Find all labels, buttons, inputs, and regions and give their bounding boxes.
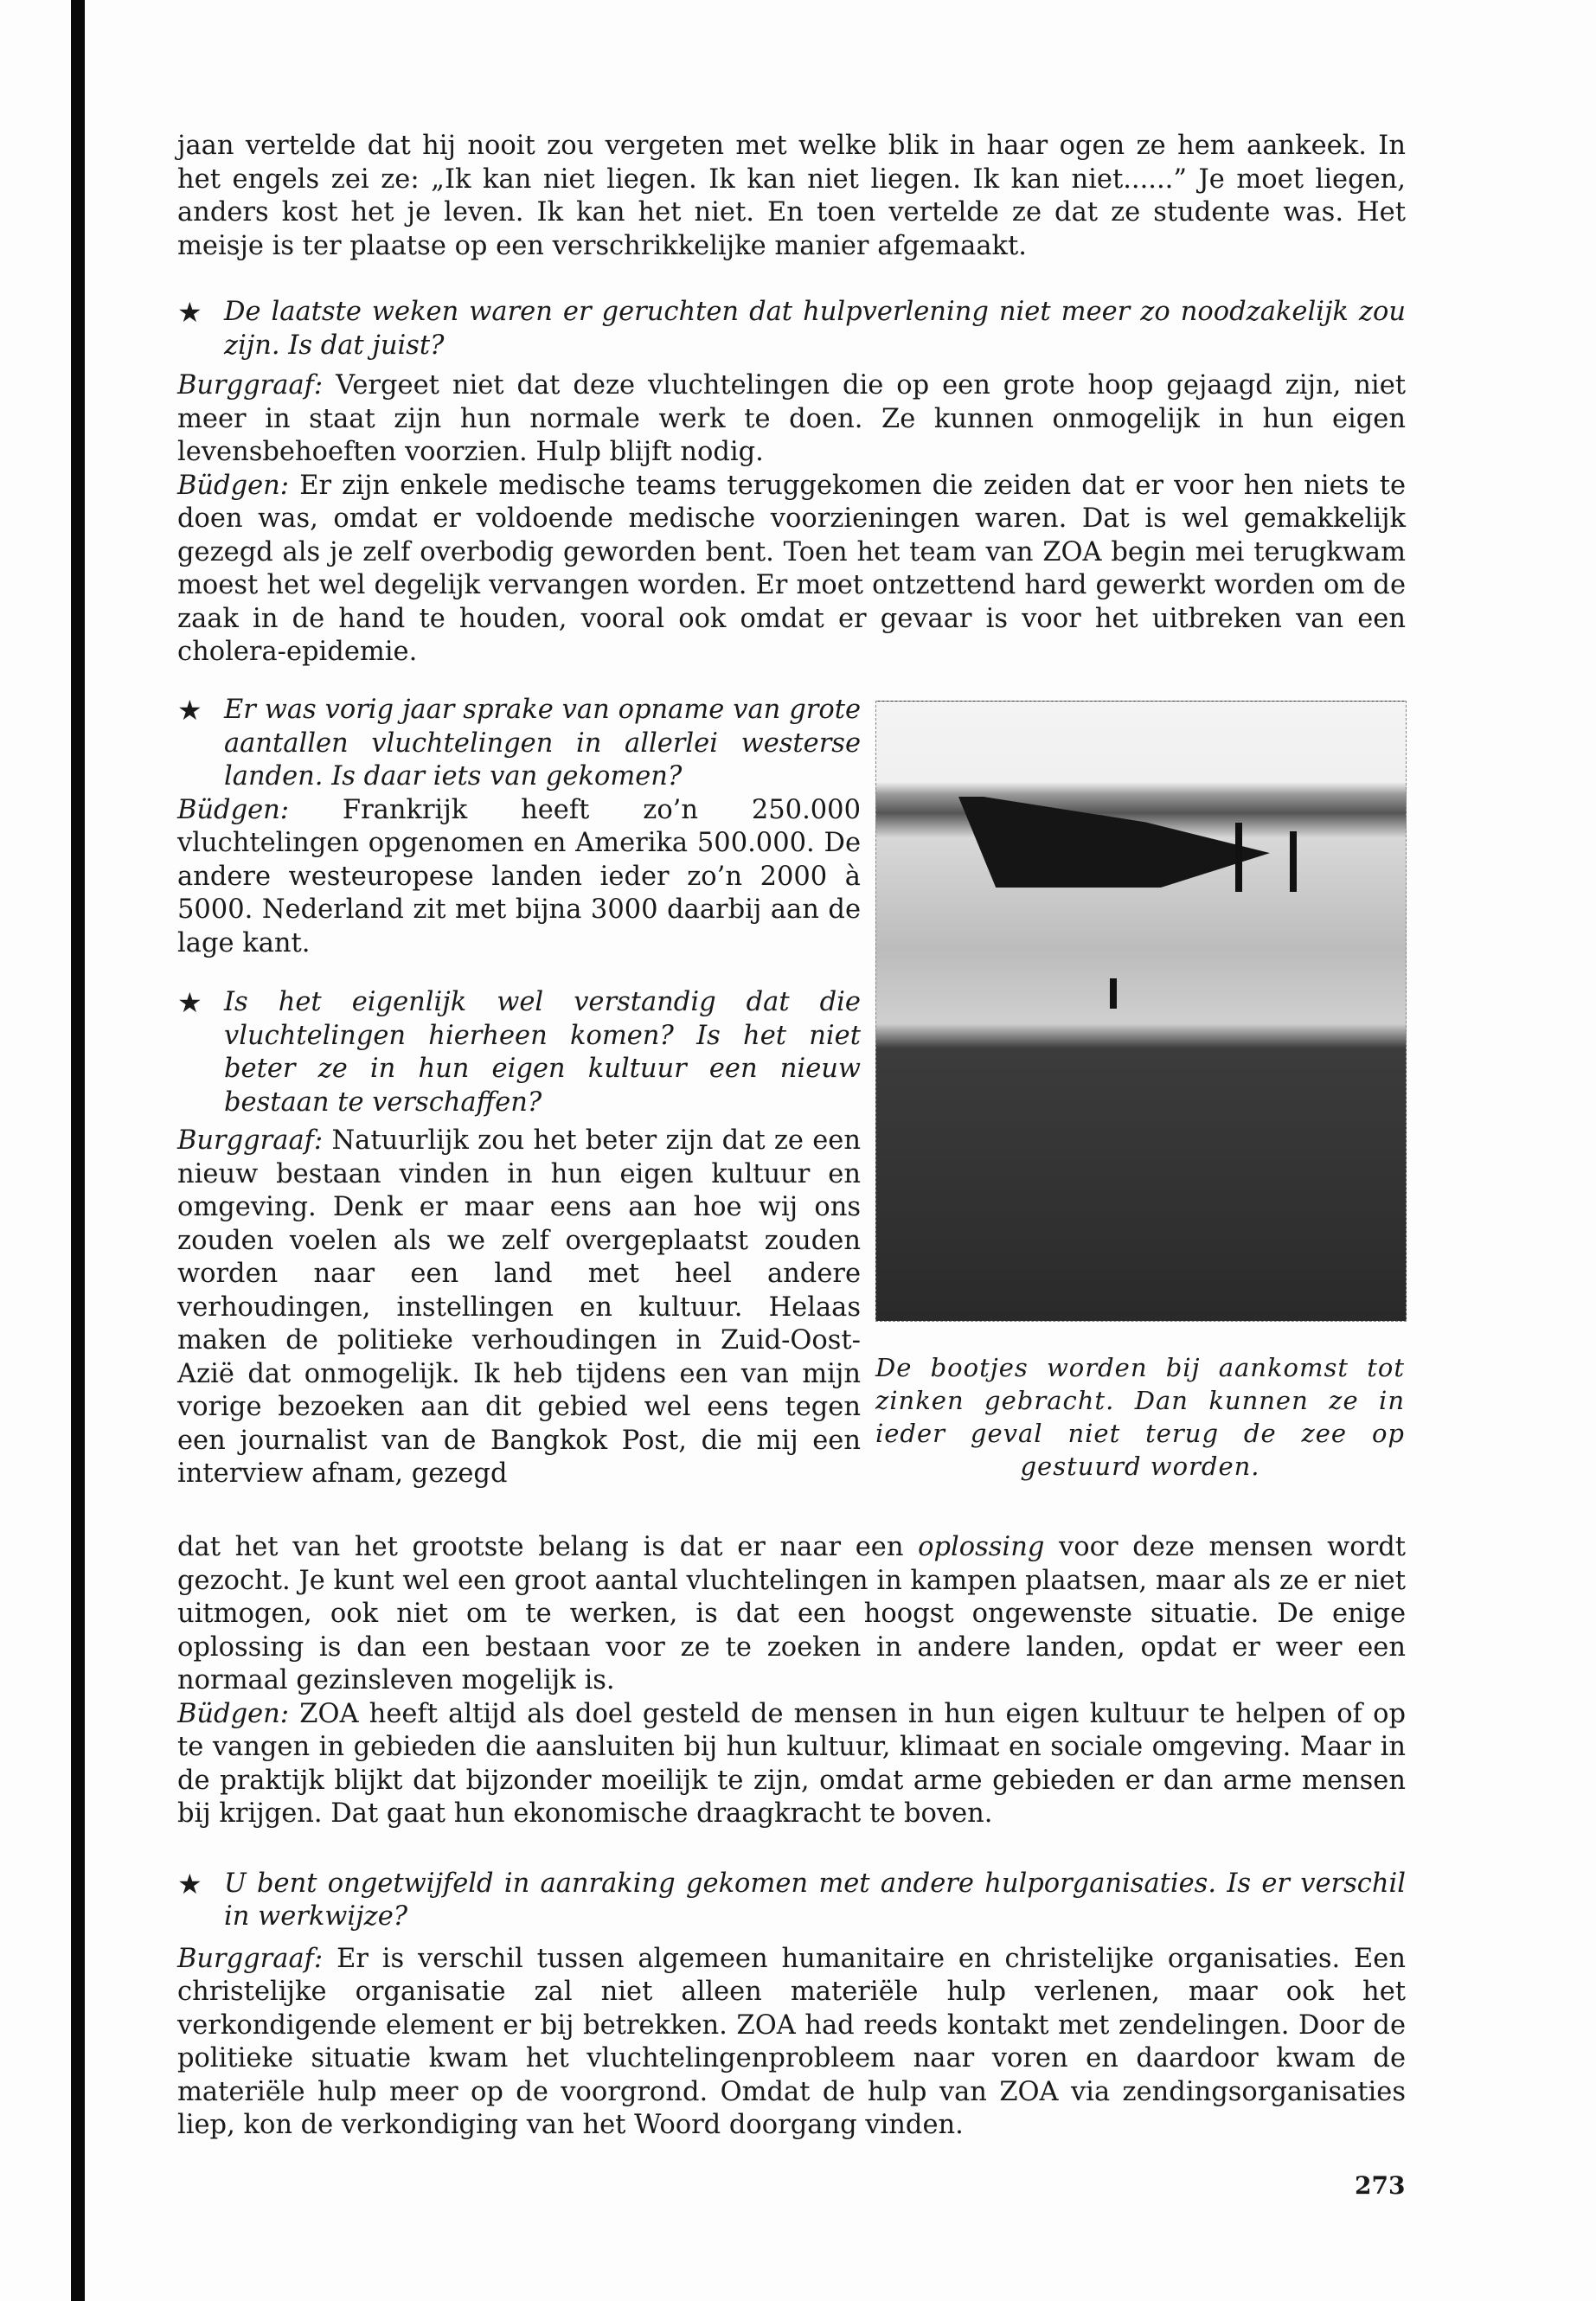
page-edge-bar (71, 0, 85, 2301)
post-shape (1290, 831, 1297, 892)
question-text: Er was vorig jaar sprake van opname van grote aantallen vluchtelingen in allerlei westerse landen. Is daar iets van gekomen? (224, 695, 861, 792)
answer-text: Er is verschil tussen algemeen humanitaire en christelijke organisaties. Een christelijke organisatie zal niet alleen materiële hulp verlenen, maar ook het verkondigende element er bij betrekken. ZOA had reeds kontakt met zendelingen. Door de politieke situatie kwam het vluchtelingenprobleem naar voren en daardoor kwam de materiële hulp meer op de voorgrond. Omdat de hulp van ZOA via zendingsorganisaties liep, kon de verkondiging van het Woord doorgang vinden. (177, 1943, 1406, 2140)
answer-text: Frankrijk heeft zo’n 250.000 vluchtelingen opgenomen en Amerika 500.000. De andere westeuropese landen ieder zo’n 2000 à 5000. Nederland zit met bijna 3000 daarbij aan de lage kant. (177, 794, 861, 958)
emphasis-text: oplossing (918, 1532, 1045, 1562)
text-run: voor deze mensen wordt gezocht. Je kunt wel een groot aantal vluchtelingen in kampen plaatsen, maar als ze er niet uitmogen, ook niet om te werken, is dat een hoogst ongewenste situatie. De enige oplossing is dan een bestaan voor ze te zoeken in andere landen, opdat er weer een normaal gezinsleven mogelijk is. (177, 1532, 1406, 1695)
post-shape (1235, 823, 1242, 892)
question-2 (177, 694, 861, 794)
answer-paragraph (177, 369, 1406, 470)
star-icon: ★ (177, 296, 202, 329)
photo-caption: De bootjes worden bij aankomst tot zinken gebracht. Dan kunnen ze in ieder geval niet terug de zee op gestuurd worden. (875, 1353, 1405, 1481)
speaker-label: Burggraaf: (177, 1125, 324, 1156)
star-icon: ★ (177, 1867, 202, 1900)
text-column-narrow (177, 694, 861, 1491)
answer-paragraph (177, 470, 1406, 670)
question-3 (177, 986, 861, 1119)
boat-shape (958, 797, 1270, 888)
answer-paragraph (177, 794, 861, 961)
answer-text: ZOA heeft altijd als doel gesteld de mensen in hun eigen kultuur te helpen of op te vangen in gebieden die aansluiten bij hun kultuur, klimaat en sociale omgeving. Maar in de praktijk blijkt dat bijzonder moeilijk te zijn, omdat arme gebieden er dan arme mensen bij krijgen. Dat gaat hun ekonomische draagkracht te boven. (177, 1698, 1406, 1829)
speaker-label: Büdgen: (177, 470, 290, 501)
answer-text: Natuurlijk zou het beter zijn dat ze een nieuw bestaan vinden in hun eigen kultuur en omgeving. Denk er maar eens aan hoe wij ons zouden voelen als we zelf overgeplaatst zouden worden naar een land met heel andere verhoudingen, instellingen en kultuur. Helaas maken de politieke verhoudingen in Zuid-Oost-Azië dat onmogelijk. Ik heb tijdens een van mijn vorige bezoeken aan dit gebied wel eens tegen een journalist van de Bangkok Post, die mij een interview afnam, gezegd (177, 1125, 861, 1489)
page-number: 273 (1355, 2171, 1406, 2200)
answer-continuation (177, 1531, 1406, 1698)
text-run: dat het van het grootste belang is dat er naar een (177, 1532, 919, 1562)
question-text: Is het eigenlijk wel verstandig dat die vluchtelingen hierheen komen? Is het niet beter ze in hun eigen kultuur een nieuw bestaan te verschaffen? (224, 987, 861, 1118)
intro-paragraph: jaan vertelde dat hij nooit zou vergeten met welke blik in haar ogen ze hem aankeek. In het engels zei ze: „Ik kan niet liegen. Ik kan niet liegen. Ik kan niet......” Je moet liegen, anders kost het je leven. Ik kan het niet. En toen vertelde ze dat ze studente was. Het meisje is ter plaatse op een verschrikkelijke manier afgemaakt. (177, 131, 1406, 261)
answer-paragraph (177, 1125, 861, 1491)
question-4 (177, 1868, 1406, 1934)
speaker-label: Burggraaf: (177, 370, 324, 401)
answer-paragraph (177, 1698, 1406, 1831)
answer-text: Er zijn enkele medische teams teruggekomen die zeiden dat er voor hen niets te doen was, omdat er voldoende medische voorzieningen waren. Dat is wel gemakkelijk gezegd als je zelf overbodig geworden bent. Toen het team van ZOA begin mei terugkwam moest het wel degelijk vervangen worden. Er moet ontzettend hard gewerkt worden om de zaak in de hand te houden, vooral ook omdat er gevaar is voor het uitbreken van een cholera-epidemie. (177, 470, 1406, 667)
star-icon: ★ (177, 986, 202, 1019)
question-text: De laatste weken waren er geruchten dat hulpverlening niet meer zo noodzakelijk zou zijn. Is dat juist? (224, 297, 1406, 361)
text-column-bottom (177, 1531, 1406, 2143)
speaker-label: Büdgen: (177, 794, 290, 825)
text-column-top (177, 130, 1406, 670)
answer-text: Vergeet niet dat deze vluchtelingen die op een grote hoop gejaagd zijn, niet meer in staat zijn hun normale werk te doen. Ze kunnen onmogelijk in hun eigen levensbehoeften voorzien. Hulp blijft nodig. (177, 370, 1406, 467)
star-icon: ★ (177, 694, 202, 727)
sunken-boat-photo (875, 701, 1407, 1322)
speaker-label: Burggraaf: (177, 1943, 324, 1974)
speaker-label: Büdgen: (177, 1698, 290, 1729)
question-1 (177, 296, 1406, 362)
answer-paragraph (177, 1943, 1406, 2143)
post-shape (1110, 978, 1117, 1009)
question-text: U bent ongetwijfeld in aanraking gekomen met andere hulporganisaties. Is er verschil in werkwijze? (224, 1868, 1406, 1932)
